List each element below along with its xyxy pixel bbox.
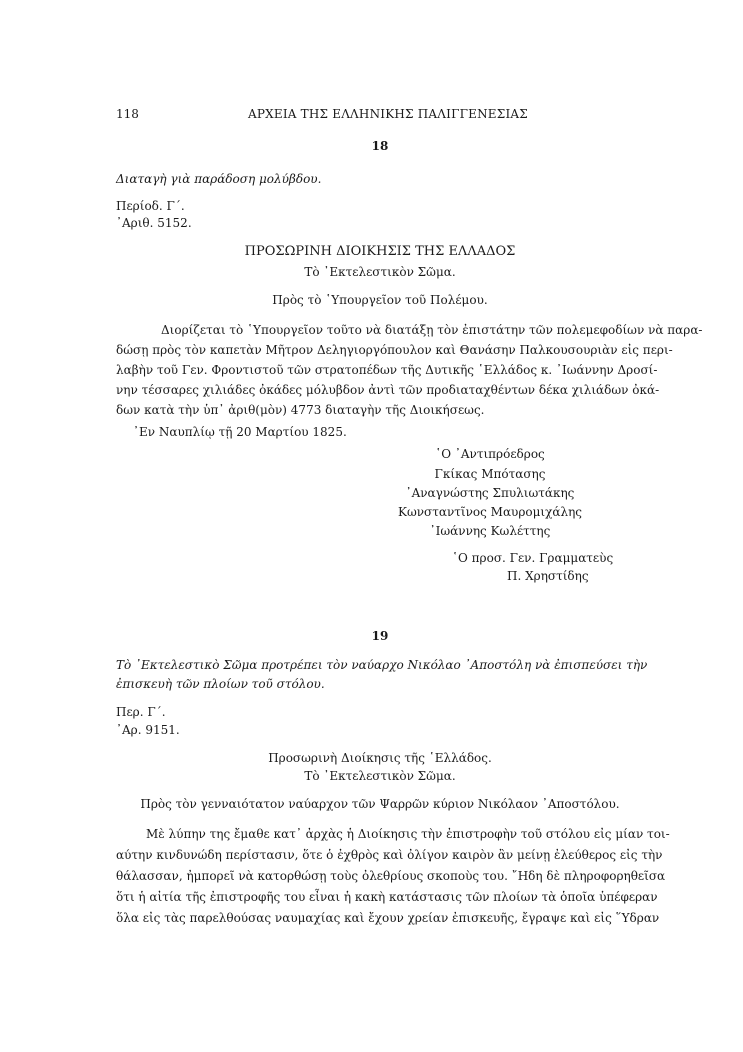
document-18-number-ref: ᾿Αριθ. 5152. [116, 216, 192, 230]
document-19-addressee: Πρὸς τὸν γενναιότατον ναύαρχον τῶν Ψαρρῶν κύριον Νικόλαον ᾿Αποστόλου. [140, 797, 620, 811]
body-line: ὅλα εἰς τὰς παρελθούσας ναυμαχίας καὶ ἔχουν χρείαν ἐπισκευῆς, ἔγραψε καὶ εἰς ῞Υδραν [116, 911, 660, 925]
body-line: Διορίζεται τὸ ῾Υπουργεῖον τοῦτο νὰ διατάξῃ τὸν ἐπιστάτην τῶν πολεμεφοδίων νὰ παρα- [161, 323, 703, 337]
subject-line: Τὸ ᾿Εκτελεστικὸ Σῶμα προτρέπει τὸν ναύαρχο Νικόλαο ᾿Αποστόλη νὰ ἐπισπεύσει τὴν [116, 658, 648, 672]
signatory-name: Κωνσταντῖνος Μαυρομιχάλης [397, 505, 583, 519]
body-line: νην τέσσαρες χιλιάδες ὀκάδες μόλυβδον ἀντὶ τῶν προδιαταχθέντων δέκα χιλιάδων ὀκά- [116, 383, 660, 397]
document-19-subject [116, 656, 648, 694]
document-18-period-ref: Περίοδ. Γ΄. [116, 199, 185, 213]
signatory-name: ᾿Ιωάννης Κωλέττης [429, 524, 551, 538]
page-number: 118 [116, 107, 139, 121]
document-number-18: 18 [371, 139, 389, 153]
document-19-number-ref: ᾿Αρ. 9151. [116, 723, 180, 737]
secretary-title: ῾Ο προσ. Γεν. Γραμματεὺς [452, 551, 614, 565]
body-line: ὅτι ἡ αἰτία τῆς ἐπιστροφῆς του εἶναι ἡ κακὴ κατάστασις τῶν πλοίων τὰ ὁποῖα ὑπέφεραν [116, 890, 658, 904]
body-line: Μὲ λύπην της ἔμαθε κατ᾿ ἀρχὰς ἡ Διοίκησις τὴν ἐπιστροφὴν τοῦ στόλου εἰς μίαν τοι- [146, 827, 670, 841]
document-18-addressee: Πρὸς τὸ ῾Υπουργεῖον τοῦ Πολέμου. [272, 293, 488, 307]
document-18-subject: Διαταγὴ γιὰ παράδοση μολύβδου. [116, 172, 322, 186]
document-19-period-ref: Περ. Γ΄. [116, 705, 166, 719]
body-line: δώσῃ πρὸς τὸν καπετὰν Μῆτρον Δεληγιοργόπουλον καὶ Θανάσην Παλκουσουριὰν εἰς περι- [116, 343, 673, 357]
document-19-heading: Προσωρινὴ Διοίκησις τῆς ῾Ελλάδος. [268, 751, 492, 765]
document-18-body [116, 320, 703, 420]
secretary-name: Π. Χρηστίδης [507, 569, 589, 583]
signatory-title: ῾Ο ᾿Αντιπρόεδρος [435, 447, 545, 461]
body-line: θάλασσαν, ἠμπορεῖ νὰ κατορθώσῃ τοὺς ὀλεθρίους σκοποὺς του. ῎Ηδη δὲ πληροφορηθεῖσα [116, 869, 666, 883]
body-line: αύτην κινδυνώδη περίστασιν, ὅτε ὁ ἐχθρὸς καὶ ὀλίγον καιρὸν ἂν μείνῃ ἐλεύθερος εἰς τὴν [116, 848, 663, 862]
document-18-place-date: ᾿Εν Ναυπλίῳ τῇ 20 Μαρτίου 1825. [133, 425, 347, 439]
document-18-subheading: Τὸ ᾿Εκτελεστικὸν Σῶμα. [304, 265, 456, 279]
signatory-name: ᾿Αναγνώστης Σπυλιωτάκης [405, 486, 575, 500]
document-19-subheading: Τὸ ᾿Εκτελεστικὸν Σῶμα. [304, 769, 456, 783]
subject-line: ἐπισκευὴ τῶν πλοίων τοῦ στόλου. [116, 677, 325, 691]
document-18-heading: ΠΡΟΣΩΡΙΝΗ ΔΙΟΙΚΗΣΙΣ ΤΗΣ ΕΛΛΑΔΟΣ [244, 244, 516, 259]
running-title: ΑΡΧΕΙΑ ΤΗΣ ΕΛΛΗΝΙΚΗΣ ΠΑΛΙΓΓΕΝΕΣΙΑΣ [248, 107, 528, 121]
document-number-19: 19 [371, 629, 389, 643]
body-line: λαβὴν τοῦ Γεν. Φροντιστοῦ τῶν στρατοπέδων τῆς Δυτικῆς ῾Ελλάδος κ. ᾿Ιωάννην Δροσί- [116, 363, 658, 377]
body-line: δων κατὰ τὴν ὑπ᾿ ἀριθ(μὸν) 4773 διαταγὴν τῆς Διοικήσεως. [116, 403, 485, 417]
document-19-body [116, 824, 670, 929]
signatory-name: Γκίκας Μπότασης [434, 467, 546, 481]
